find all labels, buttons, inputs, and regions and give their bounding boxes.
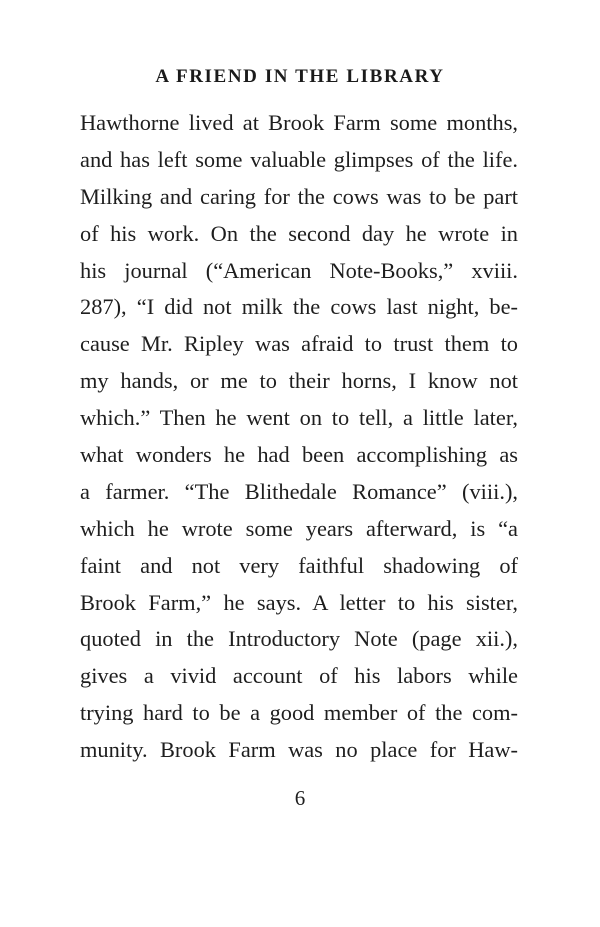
text-line: my hands, or me to their horns, I know not <box>80 368 518 394</box>
text-line: which he wrote some years afterward, is “a <box>80 515 518 541</box>
text-line: Brook Farm,” he says. A letter to his sister, <box>80 589 518 615</box>
text-line: Hawthorne lived at Brook Farm some months, <box>80 110 518 135</box>
text-line: faint and not very faithful shadowing of <box>80 552 518 578</box>
text-line: his journal (“American Note-Books,” xviii. <box>80 257 518 283</box>
text-line: quoted in the Introductory Note (page xii.), <box>80 626 518 652</box>
text-line: Milking and caring for the cows was to be part <box>80 183 518 209</box>
text-line: munity. Brook Farm was no place for Haw- <box>80 737 518 763</box>
text-line: of his work. On the second day he wrote in <box>80 220 518 246</box>
text-line: gives a vivid account of his labors while <box>80 663 518 689</box>
page-number: 6 <box>294 786 306 810</box>
text-line: cause Mr. Ripley was afraid to trust them to <box>80 331 518 357</box>
text-line: trying hard to be a good member of the com- <box>80 700 518 726</box>
text-line: a farmer. “The Blithedale Romance” (viii.), <box>80 478 518 504</box>
text-line: and has left some valuable glimpses of the life. <box>80 146 518 172</box>
text-line: 287), “I did not milk the cows last night, be- <box>80 294 518 320</box>
text-line: which.” Then he went on to tell, a little later, <box>80 405 518 431</box>
body-text <box>80 105 518 769</box>
text-line: what wonders he had been accomplishing as <box>80 442 518 468</box>
running-head: A FRIEND IN THE LIBRARY <box>155 66 445 87</box>
